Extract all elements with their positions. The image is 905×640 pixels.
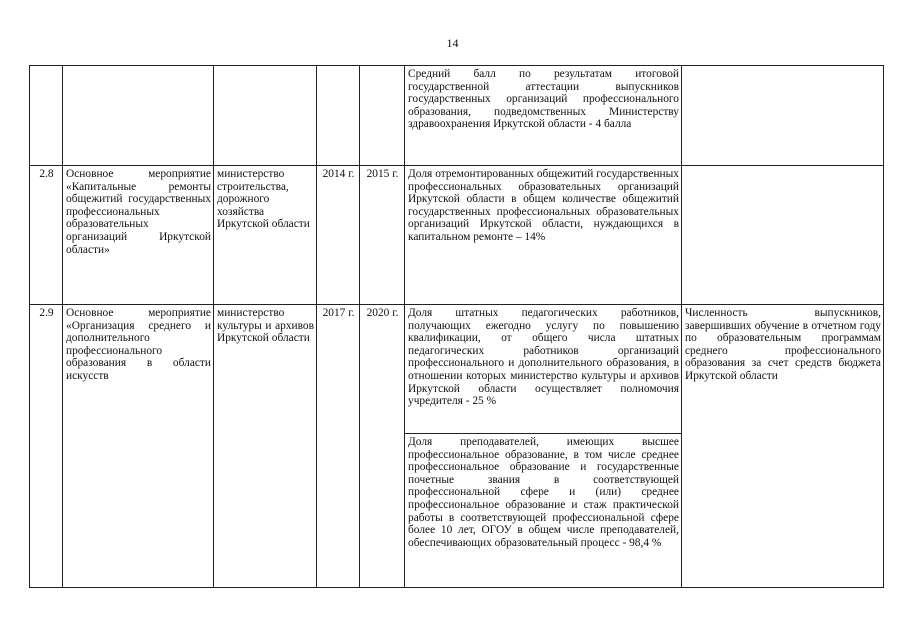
page-number: 14 bbox=[446, 36, 459, 50]
end-year-cell: 2015 г. bbox=[360, 166, 405, 305]
executor-cell bbox=[214, 66, 317, 166]
indicator-cell: Доля отремонтированных общежитий государственных профессиональных образовательных организаций Иркутской области в общем количестве общежитий государственных профессиональных образовательных организаций Иркутской области, нуждающихся в капитальном ремонте – 14% bbox=[405, 166, 682, 305]
row-number-cell: 2.9 bbox=[30, 305, 63, 588]
event-cell: Основное мероприятие «Капитальные ремонты общежитий государственных профессиональных образовательных организаций Иркутской области» bbox=[63, 166, 214, 305]
row-number-cell: 2.8 bbox=[30, 166, 63, 305]
indicator-cell: Средний балл по результатам итоговой государственной аттестации выпускников государственных организаций профессионального образования, подведомственных Министерству здравоохранения Иркутской области - 4 балла bbox=[405, 66, 682, 166]
end-year-cell bbox=[360, 66, 405, 166]
end-year-cell: 2020 г. bbox=[360, 305, 405, 588]
indicator-cell: Доля штатных педагогических работников, получающих ежегодно услугу по повышению квалификации, от общего числа штатных педагогических работников организаций профессионального и дополнительного образования, в отношении которых министерство культуры и архивов Иркутской области осуществляет полномочия учредителя - 25 % bbox=[405, 305, 682, 434]
start-year-cell: 2017 г. bbox=[317, 305, 360, 588]
event-cell bbox=[63, 66, 214, 166]
executor-cell: министерство строительства, дорожного хозяйства Иркутской области bbox=[214, 166, 317, 305]
indicator-cell: Доля преподавателей, имеющих высшее профессиональное образование, в том числе среднее профессиональное образование и государственные почетные звания в соответствующей профессиональной сфере и (или) среднее профессиональное образование и стаж практической работы в соответствующей профессиональной сфере более 10 лет, ОГОУ в общем числе преподавателей, обеспечивающих образовательный процесс - 98,4 % bbox=[405, 434, 682, 588]
program-table bbox=[29, 65, 884, 588]
executor-cell: министерство культуры и архивов Иркутской области bbox=[214, 305, 317, 588]
table-row bbox=[30, 305, 884, 434]
event-cell: Основное мероприятие «Организация среднего и дополнительного профессионального образования в области искусств bbox=[63, 305, 214, 588]
table-row bbox=[30, 166, 884, 305]
row-number-cell bbox=[30, 66, 63, 166]
result-cell bbox=[682, 166, 884, 305]
start-year-cell bbox=[317, 66, 360, 166]
start-year-cell: 2014 г. bbox=[317, 166, 360, 305]
result-cell bbox=[682, 66, 884, 166]
table-row bbox=[30, 66, 884, 166]
result-cell: Численность выпускников, завершивших обучение в отчетном году по образовательным программам среднего профессионального образования за счет средств бюджета Иркутской области bbox=[682, 305, 884, 588]
